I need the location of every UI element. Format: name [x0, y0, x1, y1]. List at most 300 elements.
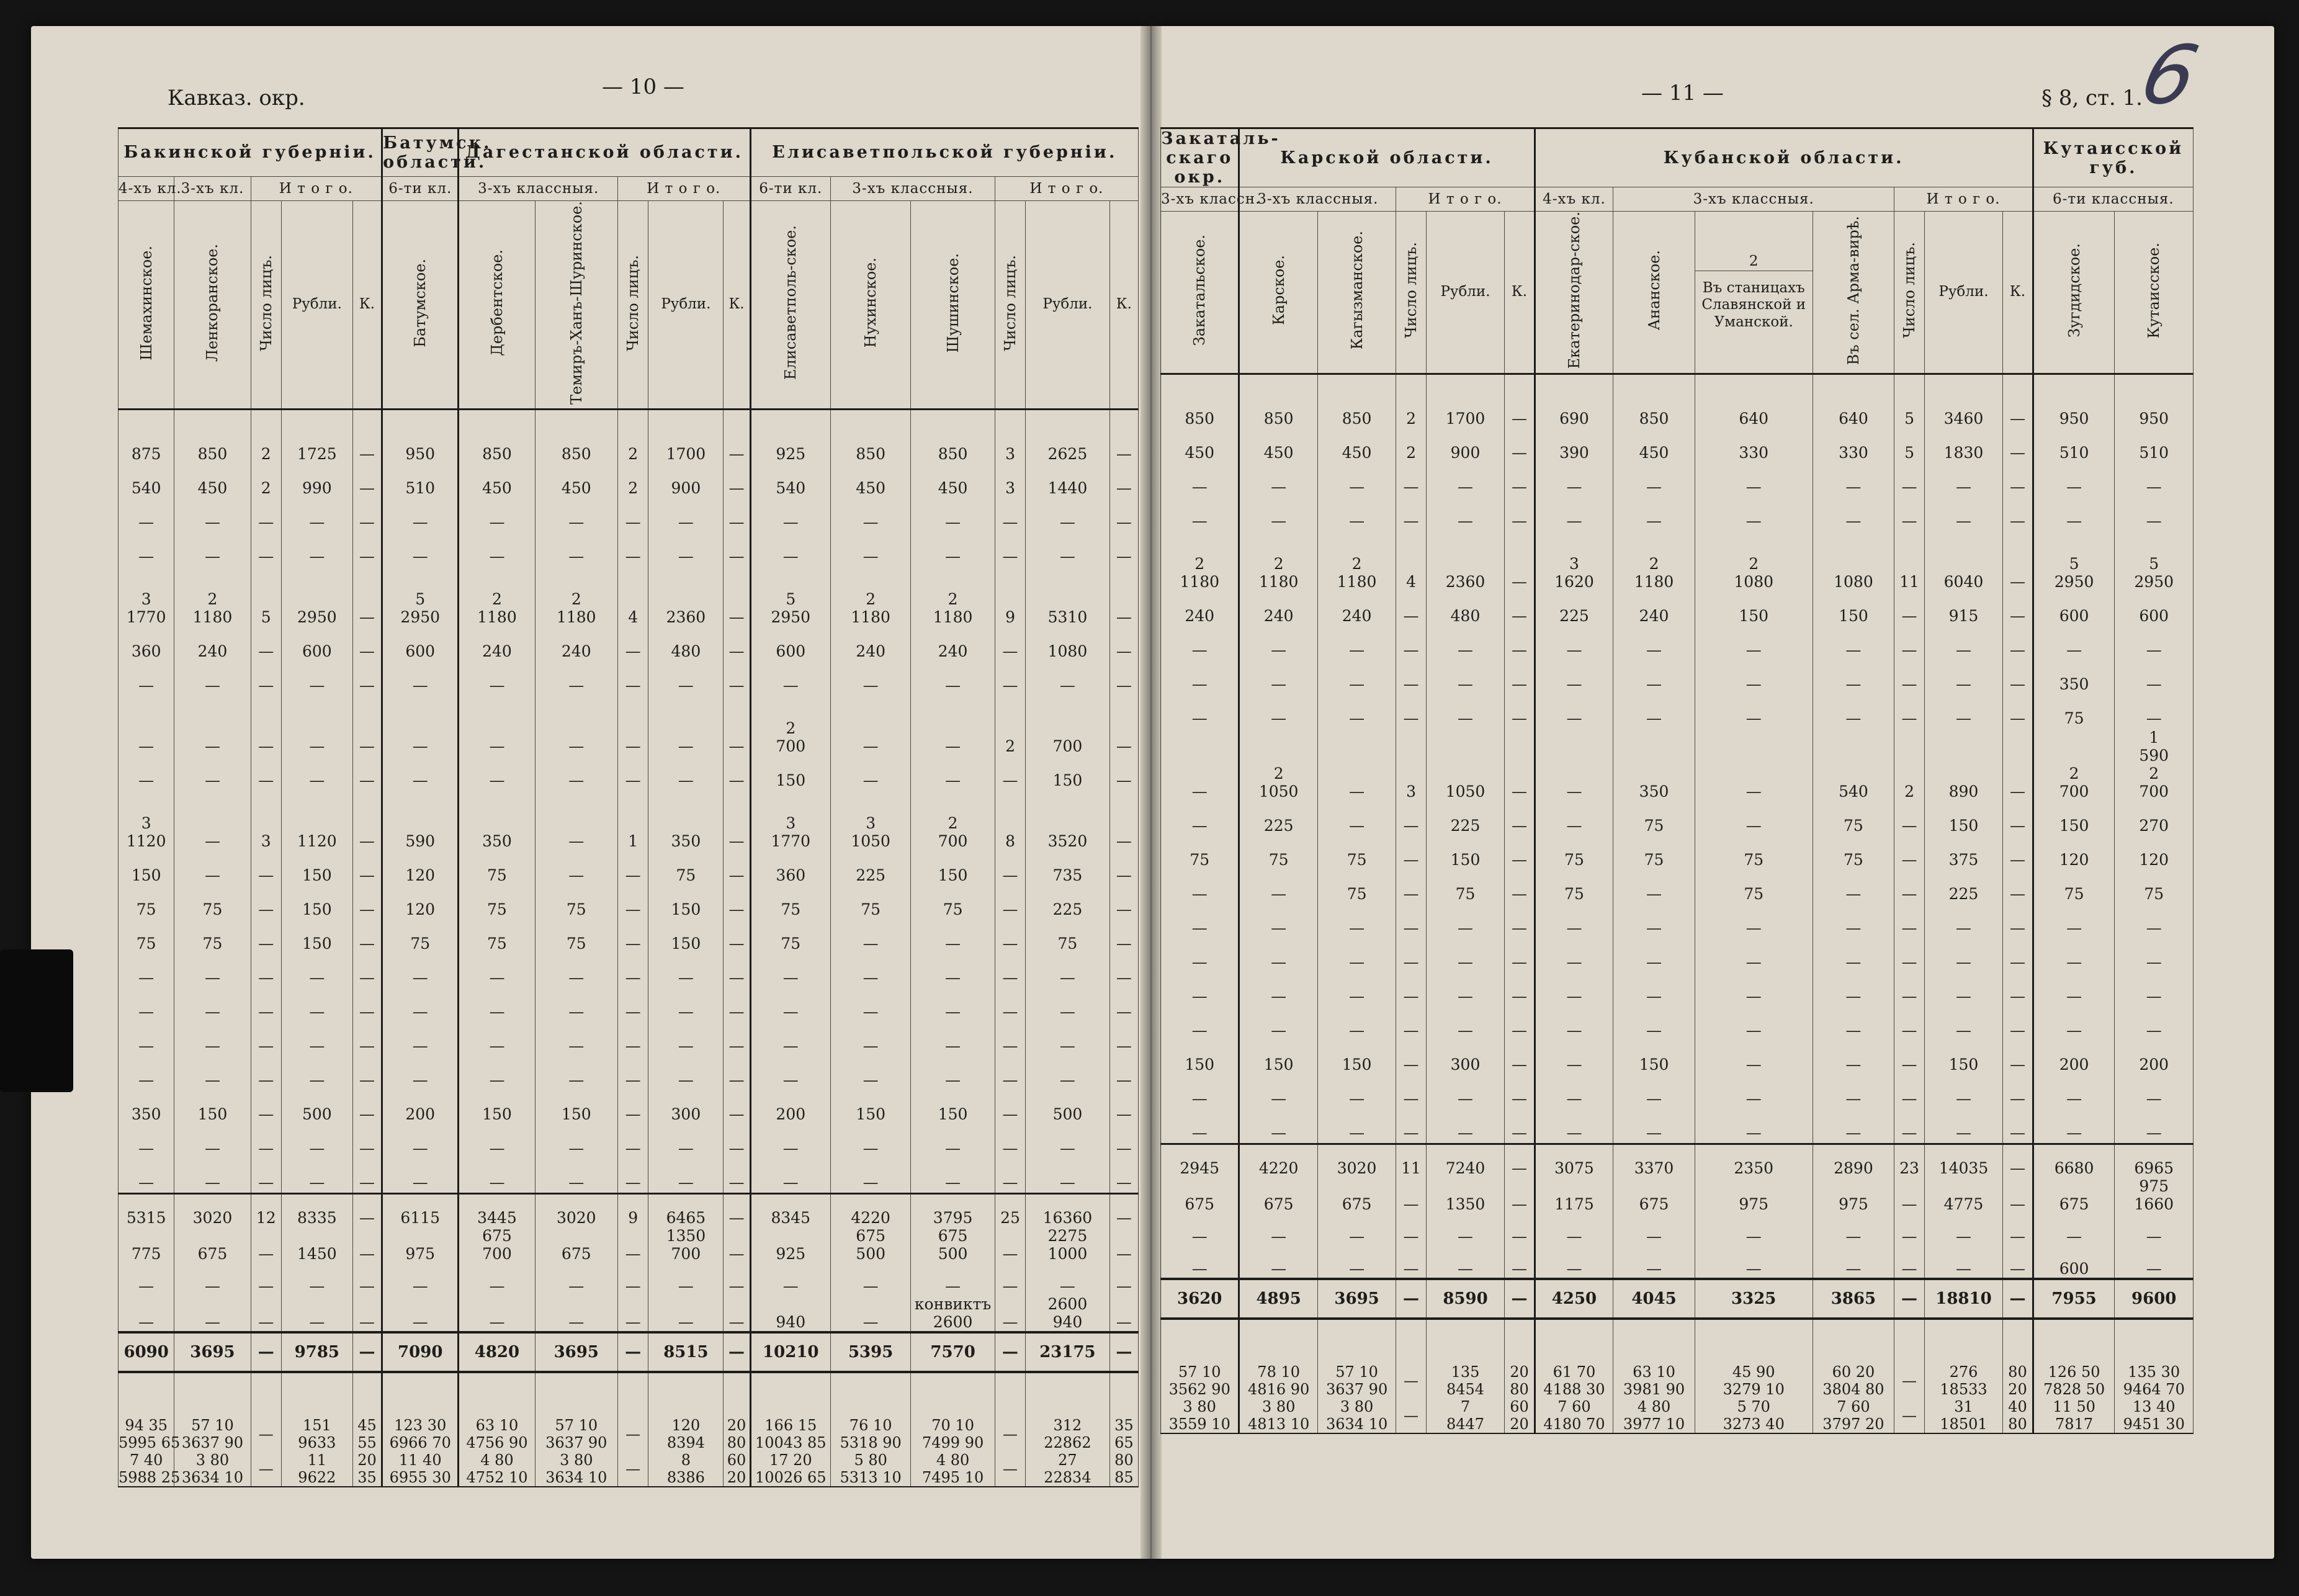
total-cell: —: [2003, 1279, 2033, 1319]
money-cell: —: [251, 1451, 281, 1487]
value-cell: —: [174, 1159, 251, 1194]
value-cell: —: [119, 1263, 174, 1295]
value-cell: —: [1161, 1075, 1239, 1109]
column-label: Рубли.: [1042, 296, 1093, 313]
value-cell: —: [724, 988, 750, 1022]
value-cell: —: [648, 1159, 724, 1194]
value-cell: 5310: [1026, 567, 1110, 627]
value-cell: 975: [382, 1227, 459, 1263]
spacer-cell: [382, 1372, 459, 1417]
value-cell: —: [2003, 1245, 2033, 1279]
value-cell: —: [724, 954, 750, 988]
value-cell: 2 1180: [1317, 531, 1396, 592]
column-label: Темиръ-Ханъ-Шуринское.: [567, 201, 585, 405]
column-header: [1239, 212, 1317, 374]
value-cell: 675: [1317, 1177, 1396, 1213]
value-cell: 600: [750, 627, 830, 661]
column-label: Зугдидское.: [2065, 243, 2083, 338]
value-cell: 75: [911, 885, 995, 920]
left-statistics-table: [118, 127, 1139, 1487]
value-cell: 9: [995, 567, 1025, 627]
money-cell: —: [1396, 1398, 1426, 1433]
value-cell: —: [382, 1124, 459, 1159]
value-cell: —: [995, 920, 1025, 954]
value-cell: —: [2003, 497, 2033, 531]
value-cell: —: [251, 696, 281, 756]
column-label: К.: [359, 296, 375, 313]
money-cell: 4 80 4752 10: [459, 1451, 535, 1487]
column-header: [1109, 201, 1138, 410]
value-cell: 200: [382, 1090, 459, 1124]
value-cell: —: [618, 920, 648, 954]
value-cell: 950: [2033, 395, 2115, 429]
money-cell: —: [995, 1417, 1025, 1451]
value-cell: 1700: [648, 430, 724, 464]
value-cell: —: [2115, 660, 2194, 694]
value-cell: —: [1109, 1227, 1138, 1263]
value-cell: —: [1109, 885, 1138, 920]
value-cell: —: [382, 1263, 459, 1295]
column-header: [911, 201, 995, 410]
value-cell: —: [1695, 904, 1813, 938]
money-cell: 35 65: [1109, 1417, 1138, 1451]
value-cell: —: [1535, 694, 1613, 729]
value-cell: —: [2003, 1006, 2033, 1041]
value-cell: 675: [2033, 1177, 2115, 1213]
value-cell: —: [2115, 938, 2194, 972]
value-cell: —: [2033, 626, 2115, 660]
value-cell: 2625: [1026, 430, 1110, 464]
value-cell: —: [1026, 1159, 1110, 1194]
value-cell: —: [1109, 430, 1138, 464]
value-cell: —: [618, 988, 648, 1022]
spacer-cell: [1695, 374, 1813, 395]
value-cell: —: [352, 1056, 382, 1090]
value-cell: —: [2033, 904, 2115, 938]
value-cell: 4: [1396, 531, 1426, 592]
value-cell: —: [2115, 463, 2194, 497]
value-cell: —: [535, 1295, 617, 1332]
value-cell: —: [174, 696, 251, 756]
value-cell: 450: [1239, 429, 1317, 463]
value-cell: 3445: [459, 1193, 535, 1227]
column-header: [995, 201, 1025, 410]
column-header: [2115, 212, 2194, 374]
value-cell: —: [251, 1263, 281, 1295]
value-cell: 240: [1613, 592, 1695, 626]
value-cell: —: [618, 954, 648, 988]
value-cell: 150: [1026, 756, 1110, 791]
value-cell: —: [1613, 463, 1695, 497]
value-cell: —: [1535, 938, 1613, 972]
value-cell: —: [251, 920, 281, 954]
spacer-cell: [1396, 1319, 1426, 1363]
value-cell: 950: [2115, 395, 2194, 429]
value-cell: 120: [382, 885, 459, 920]
class-subheader: 3-хъ классныя.: [1613, 187, 1894, 212]
value-cell: —: [724, 430, 750, 464]
value-cell: —: [281, 532, 352, 567]
book-gutter: [1141, 26, 1162, 1559]
value-cell: —: [1426, 626, 1504, 660]
value-cell: —: [1535, 1075, 1613, 1109]
value-cell: —: [1239, 870, 1317, 904]
value-cell: —: [2003, 1213, 2033, 1245]
value-cell: —: [1894, 497, 1924, 531]
total-cell: 8515: [648, 1332, 724, 1372]
value-cell: —: [281, 1056, 352, 1090]
spacer-cell: [352, 1372, 382, 1417]
value-cell: —: [1396, 1006, 1426, 1041]
spacer-cell: [1924, 1319, 2002, 1363]
value-cell: 675: [1161, 1177, 1239, 1213]
value-cell: —: [1109, 532, 1138, 567]
value-cell: —: [1695, 1041, 1813, 1075]
spacer-cell: [995, 1372, 1025, 1417]
value-cell: 350: [1613, 729, 1695, 802]
value-cell: —: [911, 1056, 995, 1090]
money-cell: 126 50 7828 50: [2033, 1363, 2115, 1398]
value-cell: 2 1050: [1239, 729, 1317, 802]
value-cell: —: [648, 1022, 724, 1056]
value-cell: —: [618, 1022, 648, 1056]
value-cell: —: [1396, 626, 1426, 660]
spacer-cell: [251, 1372, 281, 1417]
spacer-cell: [1813, 374, 1894, 395]
value-cell: —: [1924, 1213, 2002, 1245]
value-cell: —: [382, 988, 459, 1022]
value-cell: —: [1161, 1006, 1239, 1041]
value-cell: —: [119, 1159, 174, 1194]
value-cell: 23: [1894, 1144, 1924, 1177]
value-cell: —: [1317, 904, 1396, 938]
value-cell: 240: [1317, 592, 1396, 626]
money-cell: 60 20: [1505, 1398, 1535, 1433]
value-cell: —: [382, 661, 459, 696]
value-cell: —: [1426, 1109, 1504, 1144]
spacer-cell: [535, 409, 617, 430]
value-cell: —: [1239, 626, 1317, 660]
value-cell: 3795: [911, 1193, 995, 1227]
region-header: Кутаисской губ.: [2033, 128, 2193, 187]
value-cell: 75: [750, 885, 830, 920]
value-cell: —: [281, 1263, 352, 1295]
value-cell: —: [911, 532, 995, 567]
value-cell: —: [1613, 938, 1695, 972]
total-cell: —: [995, 1332, 1025, 1372]
value-cell: 75: [1813, 802, 1894, 836]
value-cell: 2: [618, 430, 648, 464]
value-cell: —: [1695, 626, 1813, 660]
spacer-cell: [1239, 374, 1317, 395]
value-cell: —: [1924, 463, 2002, 497]
total-cell: 3865: [1813, 1279, 1894, 1319]
value-cell: 240: [459, 627, 535, 661]
value-cell: —: [119, 532, 174, 567]
column-header: [2033, 212, 2115, 374]
value-cell: 850: [1239, 395, 1317, 429]
value-cell: —: [535, 1124, 617, 1159]
value-cell: 690: [1535, 395, 1613, 429]
column-header: [1813, 212, 1894, 374]
value-cell: —: [648, 1056, 724, 1090]
value-cell: 375: [1924, 836, 2002, 870]
spacer-cell: [1026, 1372, 1110, 1417]
value-cell: —: [2003, 395, 2033, 429]
value-cell: 75: [2033, 694, 2115, 729]
value-cell: 450: [1317, 429, 1396, 463]
total-cell: —: [1894, 1279, 1924, 1319]
value-cell: 540: [750, 464, 830, 498]
money-cell: —: [251, 1417, 281, 1451]
value-cell: —: [352, 885, 382, 920]
value-cell: 150: [750, 756, 830, 791]
value-cell: —: [750, 988, 830, 1022]
value-cell: —: [1026, 988, 1110, 1022]
value-cell: —: [174, 1124, 251, 1159]
total-cell: —: [1505, 1279, 1535, 1319]
spacer-cell: [1026, 409, 1110, 430]
value-cell: 480: [1426, 592, 1504, 626]
value-cell: —: [2003, 463, 2033, 497]
value-cell: —: [1535, 1109, 1613, 1144]
value-cell: —: [1161, 497, 1239, 531]
value-cell: —: [2003, 1177, 2033, 1213]
value-cell: 75: [535, 885, 617, 920]
money-cell: 5 70 3273 40: [1695, 1398, 1813, 1433]
value-cell: 225: [1924, 870, 2002, 904]
spacer-cell: [1239, 1319, 1317, 1363]
value-cell: —: [2003, 904, 2033, 938]
value-cell: 1350 700: [648, 1227, 724, 1263]
value-cell: —: [459, 661, 535, 696]
value-cell: —: [352, 756, 382, 791]
money-cell: 78 10 4816 90: [1239, 1363, 1317, 1398]
money-cell: —: [995, 1451, 1025, 1487]
value-cell: —: [724, 1022, 750, 1056]
value-cell: —: [1396, 972, 1426, 1006]
value-cell: —: [1396, 1109, 1426, 1144]
value-cell: 300: [1426, 1041, 1504, 1075]
value-cell: —: [251, 1159, 281, 1194]
value-cell: —: [1535, 729, 1613, 802]
value-cell: —: [1396, 1075, 1426, 1109]
value-cell: 940: [750, 1295, 830, 1332]
money-cell: 20 80: [724, 1417, 750, 1451]
total-cell: 3695: [174, 1332, 251, 1372]
column-label: Шушинское.: [944, 253, 962, 353]
value-cell: —: [1426, 463, 1504, 497]
value-cell: 75: [830, 885, 910, 920]
spacer-cell: [535, 1372, 617, 1417]
value-cell: —: [2003, 592, 2033, 626]
class-subheader: И т о г о.: [618, 177, 751, 201]
column-label: Шемахинское.: [137, 245, 155, 361]
value-cell: —: [1396, 1177, 1426, 1213]
spacer-cell: [2115, 1319, 2194, 1363]
value-cell: 2 1180: [535, 567, 617, 627]
value-cell: —: [251, 1227, 281, 1263]
value-cell: —: [618, 885, 648, 920]
class-subheader: И т о г о.: [251, 177, 382, 201]
value-cell: —: [1505, 802, 1535, 836]
value-cell: 8: [995, 791, 1025, 851]
value-cell: 450: [911, 464, 995, 498]
money-cell: 57 10 3637 90: [174, 1417, 251, 1451]
value-cell: 5: [1894, 429, 1924, 463]
column-header: [1613, 212, 1695, 374]
value-cell: —: [281, 498, 352, 532]
spacer-cell: [1161, 1319, 1239, 1363]
money-cell: 7 60 4180 70: [1535, 1398, 1613, 1433]
value-cell: —: [1109, 1193, 1138, 1227]
column-label: Число лицъ.: [1402, 242, 1420, 339]
value-cell: —: [1695, 1245, 1813, 1279]
value-cell: 3 1620: [1535, 531, 1613, 592]
value-cell: 3460: [1924, 395, 2002, 429]
value-cell: —: [174, 988, 251, 1022]
spacer-cell: [2033, 1319, 2115, 1363]
value-cell: —: [995, 1090, 1025, 1124]
value-cell: —: [1813, 938, 1894, 972]
class-subheader: 3-хъ классныя.: [1239, 187, 1396, 212]
total-cell: 10210: [750, 1332, 830, 1372]
column-label: Число лицъ.: [624, 254, 642, 351]
spacer-cell: [2033, 374, 2115, 395]
money-cell: —: [618, 1417, 648, 1451]
column-header: [618, 201, 648, 410]
value-cell: —: [1161, 694, 1239, 729]
value-cell: —: [750, 1056, 830, 1090]
value-cell: —: [1695, 729, 1813, 802]
money-cell: 57 10 3637 90: [1317, 1363, 1396, 1398]
value-cell: 2 1180: [911, 567, 995, 627]
value-cell: —: [724, 1295, 750, 1332]
value-cell: —: [352, 791, 382, 851]
column-label: Рубли.: [292, 296, 342, 313]
value-cell: —: [1695, 972, 1813, 1006]
value-cell: —: [724, 532, 750, 567]
class-subheader: 3-хъ классн.: [1161, 187, 1239, 212]
value-cell: —: [2033, 938, 2115, 972]
value-cell: 450: [459, 464, 535, 498]
value-cell: 450: [1161, 429, 1239, 463]
value-cell: —: [281, 756, 352, 791]
value-cell: —: [1317, 694, 1396, 729]
value-cell: 200: [750, 1090, 830, 1124]
value-cell: 2: [618, 464, 648, 498]
value-cell: —: [281, 954, 352, 988]
value-cell: —: [281, 1022, 352, 1056]
value-cell: —: [1239, 694, 1317, 729]
value-cell: —: [1535, 626, 1613, 660]
column-header: [281, 201, 352, 410]
value-cell: 330: [1695, 429, 1813, 463]
column-label: Рубли.: [1440, 284, 1490, 300]
spacer-cell: [1109, 1372, 1138, 1417]
class-subheader: И т о г о.: [1894, 187, 2033, 212]
value-cell: —: [281, 988, 352, 1022]
value-cell: —: [352, 1022, 382, 1056]
value-cell: 600: [281, 627, 352, 661]
spacer-cell: [2115, 374, 2194, 395]
value-cell: 675 500: [830, 1227, 910, 1263]
total-cell: 9600: [2115, 1279, 2194, 1319]
value-cell: 5 2950: [2033, 531, 2115, 592]
class-subheader: И т о г о.: [1396, 187, 1535, 212]
value-cell: —: [1026, 1056, 1110, 1090]
column-header: [1924, 212, 2002, 374]
value-cell: 75: [382, 920, 459, 954]
value-cell: —: [1535, 904, 1613, 938]
value-cell: 2: [251, 430, 281, 464]
value-cell: 925: [750, 430, 830, 464]
column-header: [382, 201, 459, 410]
spacer-cell: [119, 409, 174, 430]
value-cell: 2 1080: [1695, 531, 1813, 592]
value-cell: —: [1426, 938, 1504, 972]
value-cell: —: [724, 920, 750, 954]
value-cell: —: [830, 1159, 910, 1194]
value-cell: 850: [1317, 395, 1396, 429]
value-cell: 75: [2115, 870, 2194, 904]
column-label: Кутаисское.: [2145, 242, 2163, 339]
region-header: Карской области.: [1239, 128, 1535, 187]
value-cell: —: [724, 661, 750, 696]
value-cell: 4775: [1924, 1177, 2002, 1213]
value-cell: —: [830, 988, 910, 1022]
spacer-cell: [648, 409, 724, 430]
money-cell: 151 9633: [281, 1417, 352, 1451]
value-cell: —: [382, 696, 459, 756]
value-cell: —: [352, 1159, 382, 1194]
value-cell: —: [618, 696, 648, 756]
value-cell: —: [995, 498, 1025, 532]
value-cell: —: [1505, 729, 1535, 802]
value-cell: —: [911, 1159, 995, 1194]
value-cell: —: [1813, 1006, 1894, 1041]
value-cell: —: [830, 532, 910, 567]
value-cell: —: [724, 851, 750, 885]
column-header: [459, 201, 535, 410]
value-cell: —: [1505, 1177, 1535, 1213]
value-cell: —: [2003, 802, 2033, 836]
value-cell: —: [1161, 938, 1239, 972]
value-cell: —: [1317, 1006, 1396, 1041]
value-cell: 2: [995, 696, 1025, 756]
column-header: [724, 201, 750, 410]
value-cell: —: [724, 885, 750, 920]
spacer-cell: [1695, 1319, 1813, 1363]
value-cell: —: [1109, 696, 1138, 756]
value-cell: —: [1426, 1245, 1504, 1279]
value-cell: —: [618, 1295, 648, 1332]
value-cell: —: [1239, 904, 1317, 938]
value-cell: —: [1894, 802, 1924, 836]
value-cell: —: [459, 1263, 535, 1295]
value-cell: —: [1161, 972, 1239, 1006]
value-cell: —: [750, 954, 830, 988]
value-cell: 3 1770: [750, 791, 830, 851]
money-cell: 123 30 6966 70: [382, 1417, 459, 1451]
value-cell: 850: [830, 430, 910, 464]
value-cell: —: [1813, 1109, 1894, 1144]
value-cell: —: [2003, 870, 2033, 904]
value-cell: —: [1613, 904, 1695, 938]
value-cell: —: [1813, 626, 1894, 660]
spacer-cell: [459, 1372, 535, 1417]
value-cell: —: [1813, 1213, 1894, 1245]
